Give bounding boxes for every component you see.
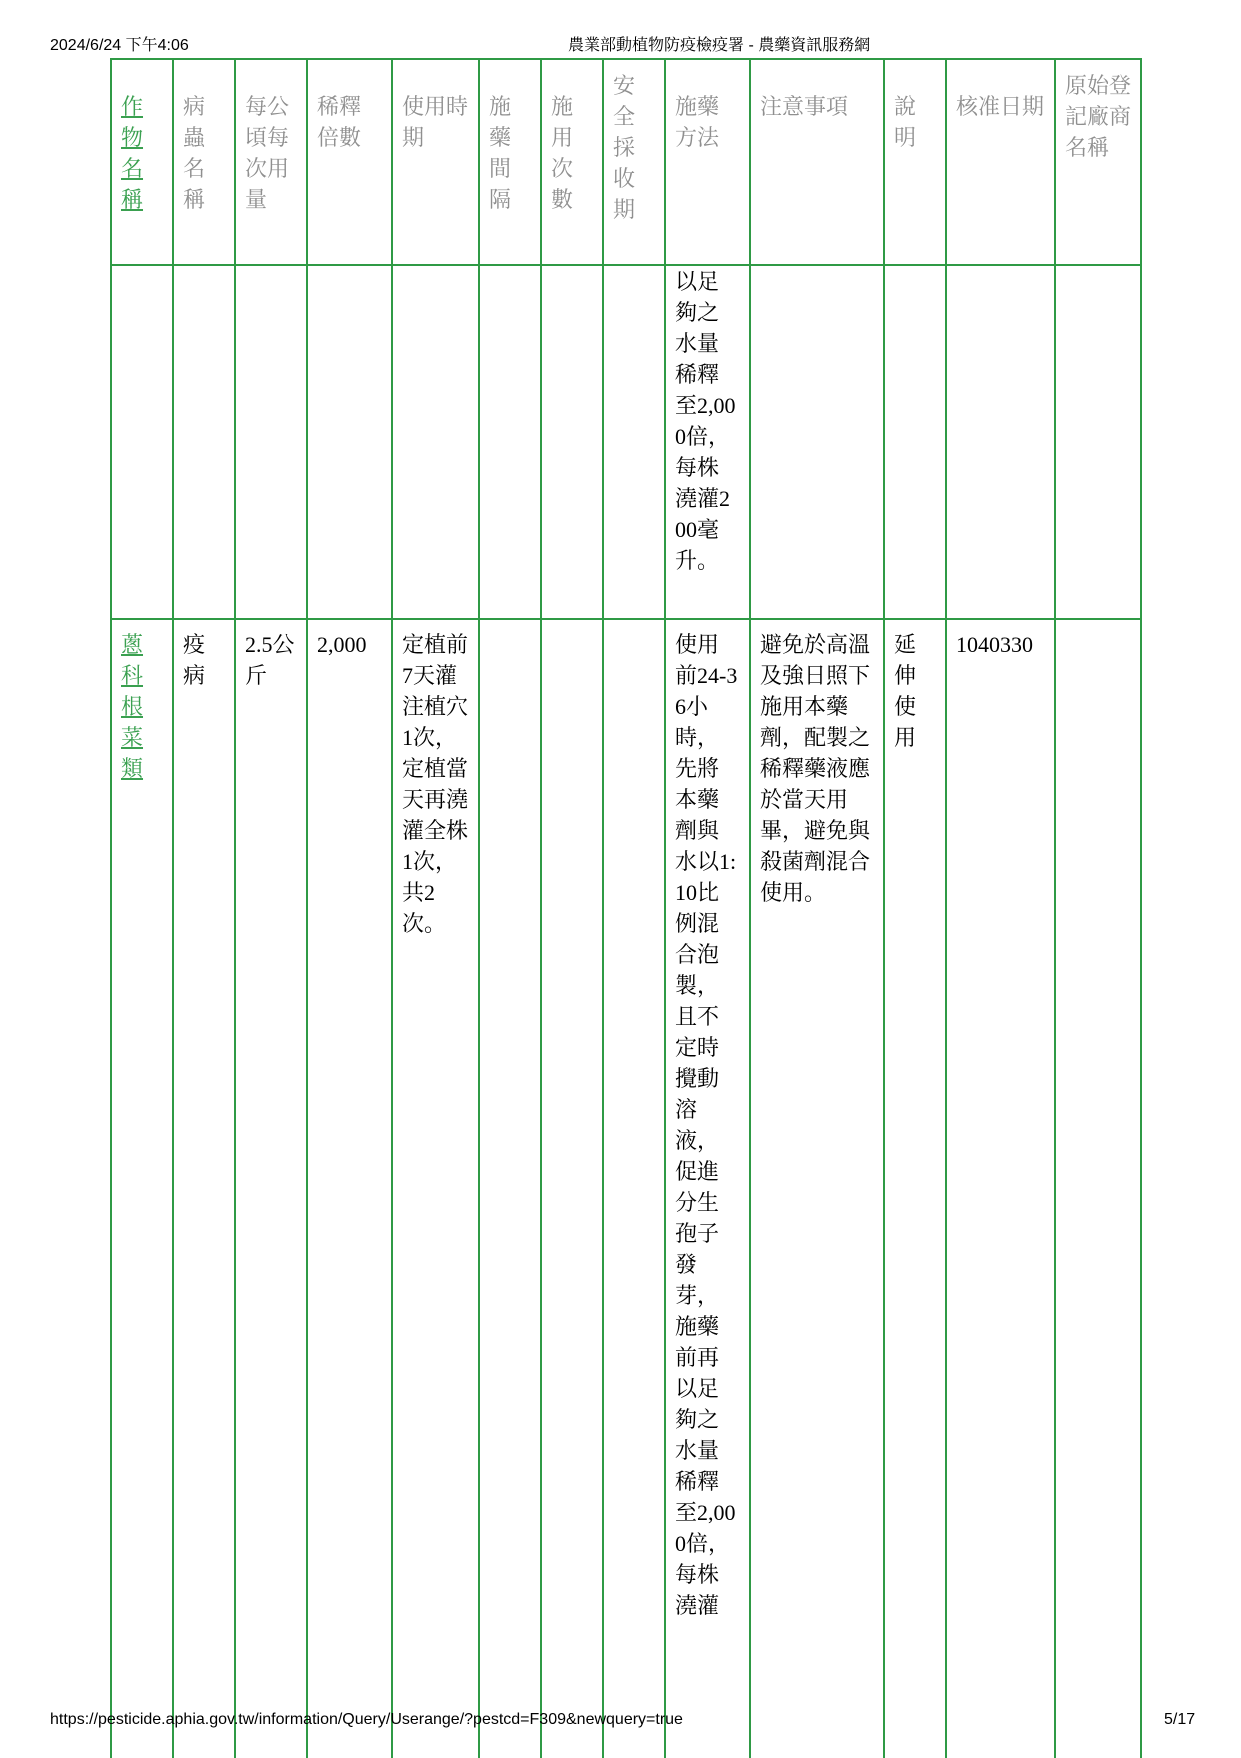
- cell-registrant: [1055, 619, 1141, 1758]
- cell-remark: [884, 265, 946, 619]
- page-url: https://pesticide.aphia.gov.tw/information/Query/Userange/?pestcd=F309&newquery=true: [50, 1711, 683, 1728]
- cell-approval-date: [946, 265, 1055, 619]
- cell-crop: [111, 265, 173, 619]
- cell-remark: 延伸使用: [884, 619, 946, 1758]
- cell-pest: [173, 265, 235, 619]
- header-safe-harvest: 安全採收期: [603, 59, 665, 265]
- cell-timing: 定植前7天灌注植穴1次，定植當天再澆灌全株1次，共2次。: [392, 619, 479, 1758]
- header-times: 施用次數: [541, 59, 603, 265]
- header-crop-name[interactable]: 作物名稱: [111, 59, 173, 265]
- header-registrant: 原始登記廠商名稱: [1055, 59, 1141, 265]
- header-approval-date: 核准日期: [946, 59, 1055, 265]
- header-dosage: 每公頃每次用量: [235, 59, 307, 265]
- cell-notes: 避免於高溫及強日照下施用本藥劑，配製之稀釋藥液應於當天用畢，避免與殺菌劑混合使用。: [750, 619, 884, 1758]
- print-datetime: 2024/6/24 下午4:06: [50, 37, 189, 54]
- cell-dosage: [235, 265, 307, 619]
- table-row: [111, 619, 1141, 1758]
- cell-method: 使用前24-36小時，先將本藥劑與水以1:10比例混合泡製，且不定時攪動溶液，促進分生孢子發芽，施藥前再以足夠之水量稀釋至2,000倍，每株澆灌: [665, 619, 750, 1758]
- page-number: 5/17: [1164, 1711, 1196, 1728]
- header-method: 施藥方法: [665, 59, 750, 265]
- crop-link[interactable]: 蔥科根菜類: [121, 632, 144, 781]
- cell-pest: 疫病: [173, 619, 235, 1758]
- cell-interval: [479, 619, 541, 1758]
- cell-dosage: 2.5公斤: [235, 619, 307, 1758]
- header-pest-name: 病蟲名稱: [173, 59, 235, 265]
- cell-dilution: [307, 265, 392, 619]
- cell-notes: [750, 265, 884, 619]
- cell-dilution: 2,000: [307, 619, 392, 1758]
- cell-timing: [392, 265, 479, 619]
- header-notes: 注意事項: [750, 59, 884, 265]
- header-timing: 使用時期: [392, 59, 479, 265]
- cell-phi: [603, 619, 665, 1758]
- cell-method: 以足夠之水量稀釋至2,000倍，每株澆灌200毫升。: [665, 265, 750, 619]
- cell-times: [541, 619, 603, 1758]
- header-interval: 施藥間隔: [479, 59, 541, 265]
- table-row: [111, 265, 1141, 619]
- cell-interval: [479, 265, 541, 619]
- pesticide-usage-table: [110, 58, 1142, 1758]
- cell-registrant: [1055, 265, 1141, 619]
- print-page-title: 農業部動植物防疫檢疫署 - 農藥資訊服務網: [568, 37, 871, 54]
- cell-times: [541, 265, 603, 619]
- header-remark: 說明: [884, 59, 946, 265]
- header-dilution: 稀釋倍數: [307, 59, 392, 265]
- cell-phi: [603, 265, 665, 619]
- cell-crop: [111, 619, 173, 1758]
- table-header-row: [111, 59, 1141, 265]
- cell-approval-date: 1040330: [946, 619, 1055, 1758]
